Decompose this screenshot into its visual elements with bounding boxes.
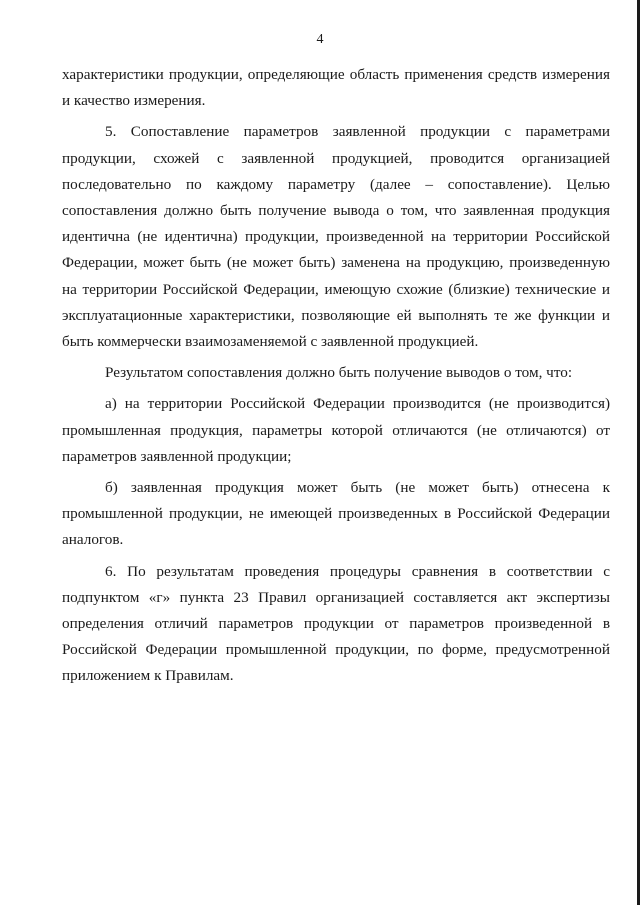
paragraph-result-intro: Результатом сопоставления должно быть получение выводов о том, что: <box>105 364 573 382</box>
paragraph-subitem-a: а) на территории Российской Федерации производится (не производится) промышленная продукция, параметры которой отличаются (не отличаются) от параметров заявленной продукции; <box>62 395 610 465</box>
page-number: 4 <box>316 32 324 47</box>
document-body <box>62 62 610 695</box>
paragraph-item-5: 5. Сопоставление параметров заявленной продукции с параметрами продукции, схожей с заявленной продукцией, проводится организацией последовательно по каждому параметру (далее – сопоставление). Целью сопоставления должно быть получение вывода о том, что заявленная продукция идентична (не идентична) продукции, произведенной на территории Российской Федерации, может быть (не может быть) заменена на продукцию, произведенную на территории Российской Федерации, имеющую схожие (близкие) технические и эксплуатационные характеристики, позволяющие ей выполнять те же функции и быть коммерчески взаимозаменяемой с заявленной продукцией. <box>62 123 610 351</box>
paragraph-continuation: характеристики продукции, определяющие область применения средств измерения и качество измерения. <box>62 66 610 110</box>
paragraph-item-6: 6. По результатам проведения процедуры сравнения в соответствии с подпунктом «г» пункта 23 Правил организацией составляется акт экспертизы определения отличий параметров продукции от параметров произведенной в Российской Федерации промышленной продукции, по форме, предусмотренной приложением к Правилам. <box>62 562 610 685</box>
paragraph-subitem-b: б) заявленная продукция может быть (не может быть) отнесена к промышленной продукции, не имеющей произведенных в Российской Федерации аналогов. <box>62 479 610 549</box>
